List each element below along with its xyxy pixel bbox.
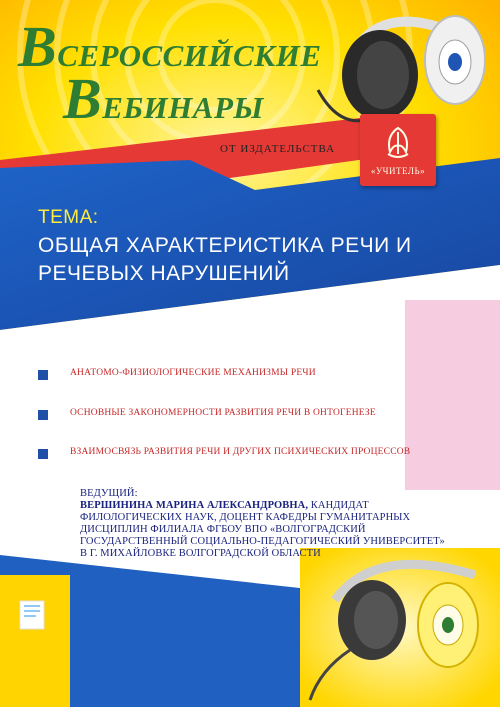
bullet-square-icon xyxy=(38,370,48,380)
topic-text: АНАТОМО-ФИЗИОЛОГИЧЕСКИЕ МЕХАНИЗМЫ РЕЧИ xyxy=(70,368,316,378)
theme-label: ТЕМА: xyxy=(38,207,99,228)
publisher-badge xyxy=(360,114,436,186)
theme-title: ОБЩАЯ ХАРАКТЕРИСТИКА РЕЧИ И РЕЧЕВЫХ НАРУШЕНИЙ xyxy=(38,234,412,285)
topic-text: ВЗАИМОСВЯЗЬ РАЗВИТИЯ РЕЧИ И ДРУГИХ ПСИХИЧЕСКИХ ПРОЦЕССОВ xyxy=(70,447,411,457)
brand-line-2-rest: ЕБИНАРЫ xyxy=(102,90,264,125)
brand-line-2 xyxy=(63,66,348,131)
brand-title xyxy=(18,14,348,131)
topic-text: ОСНОВНЫЕ ЗАКОНОМЕРНОСТИ РАЗВИТИЯ РЕЧИ В ОНТОГЕНЕЗЕ xyxy=(70,408,376,418)
document-icon xyxy=(18,597,48,631)
topic-item xyxy=(38,447,458,463)
host-name: ВЕРШИНИНА МАРИНА АЛЕКСАНДРОВНА, xyxy=(80,500,309,511)
bullet-square-icon xyxy=(38,449,48,459)
brand-line-2-cap: В xyxy=(63,66,103,131)
bullet-square-icon xyxy=(38,410,48,420)
bottom-left-yellow xyxy=(0,575,70,707)
host-details: КАНДИДАТ ФИЛОЛОГИЧЕСКИХ НАУК, ДОЦЕНТ КАФЕДРЫ ГУМАНИТАРНЫХ ДИСЦИПЛИН ФИЛИАЛА ФГБОУ ВПО «ВОЛГОГРАДСКИЙ ГОСУДАРСТВЕННЫЙ СОЦИАЛЬНО-ПЕДАГОГИЧЕСКИЙ УНИВЕРСИТЕТ» В Г. МИХАЙЛОВКЕ ВОЛГОГРАДСКОЙ ОБЛАСТИ xyxy=(80,500,445,559)
host-label: ВЕДУЩИЙ: xyxy=(80,488,138,499)
topic-item xyxy=(38,368,458,384)
brand-line-1-rest: СЕРОССИЙСКИЕ xyxy=(57,38,322,73)
publisher-caption: ОТ ИЗДАТЕЛЬСТВА xyxy=(220,143,336,155)
topic-item xyxy=(38,408,458,424)
publisher-badge-text: «УЧИТЕЛЬ» xyxy=(370,166,426,176)
host-block xyxy=(80,488,452,560)
brand-line-1-cap: В xyxy=(18,14,58,79)
